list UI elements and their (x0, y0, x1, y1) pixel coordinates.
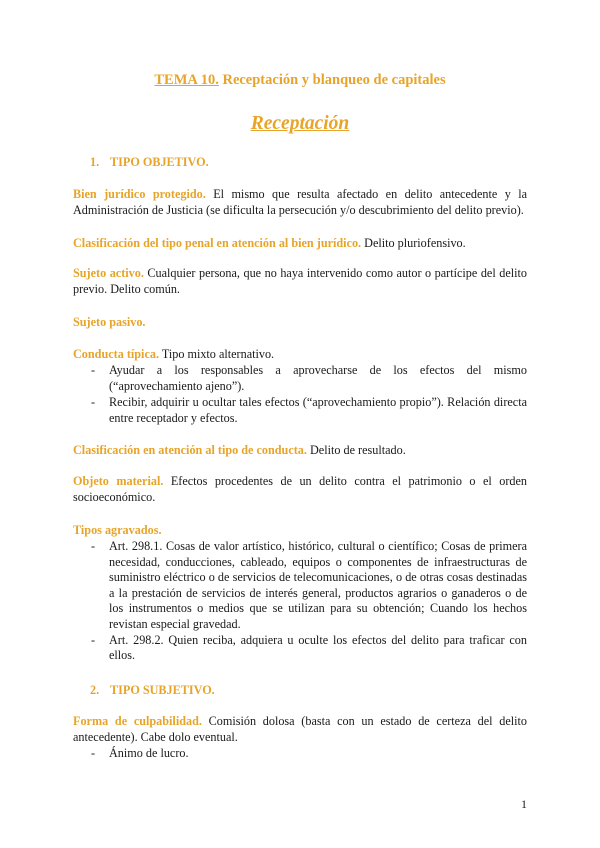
section-tipo-subjetivo (90, 683, 215, 699)
paragraph-text: El mismo que resulta afectado en delito antecedente y la Administración de Justicia (se dificulta la persecución y/o descubrimiento del delito previo). (73, 187, 527, 217)
paragraph-conducta-tipica (73, 347, 527, 363)
list-item: - Ayudar a los responsables a aprovecharse de los efectos del mismo (“aprovechamiento ajeno”). (91, 363, 527, 393)
section-heading: Receptación (250, 113, 350, 134)
paragraph-clasificacion-bien (73, 236, 527, 252)
section-tipo-objetivo (90, 155, 209, 171)
paragraph-tipos-agravados (73, 523, 527, 539)
title-text: Receptación y blanqueo de capitales (218, 72, 446, 88)
paragraph-label: Clasificación en atención al tipo de conducta. (73, 443, 307, 457)
section-number: 2. (90, 683, 100, 697)
paragraph-label: Conducta típica. (73, 347, 159, 361)
list-item: - Recibir, adquirir u ocultar tales efectos (“aprovechamiento propio”). Relación directa entre receptador y efectos. (91, 395, 527, 425)
paragraph-sujeto-pasivo (73, 315, 527, 331)
paragraph-text: Delito pluriofensivo. (361, 236, 466, 250)
page-number: 1 (521, 797, 527, 811)
list-agravados (91, 539, 527, 664)
paragraph-text: Delito de resultado. (306, 443, 406, 457)
paragraph-forma-culpabilidad (73, 714, 527, 745)
paragraph-text: Efectos procedentes de un delito contra el patrimonio o el orden socioeconómico. (73, 474, 527, 504)
paragraph-text: Comisión dolosa (basta con un estado de certeza del delito antecedente). Cabe dolo eventual. (73, 714, 527, 744)
list-item: - Ánimo de lucro. (91, 746, 189, 760)
section-label: TIPO OBJETIVO. (110, 155, 209, 169)
list-item: - Art. 298.1. Cosas de valor artístico, histórico, cultural o científico; Cosas de primera necesidad, conducciones, cableado, equipos o componentes de infraestructuras de suministro eléctrico o de servicios de telecomunicaciones, o de otras cosas destinadas a la prestación de servicios de interés general, productos agrarios o ganaderos o de los instrumentos o medios que se utilizan para su obtención; Cuando los hechos revistan especial gravedad. (91, 539, 527, 631)
document-title (0, 73, 600, 89)
section-label: TIPO SUBJETIVO. (110, 683, 215, 697)
title-number: TEMA 10. (154, 72, 219, 88)
paragraph-label: Objeto material. (73, 474, 164, 488)
paragraph-label: Tipos agravados. (73, 523, 162, 537)
list-item: - Art. 298.2. Quien reciba, adquiera u oculte los efectos del delito para traficar con ellos. (91, 632, 527, 663)
paragraph-label: Sujeto pasivo. (73, 315, 146, 329)
paragraph-label: Forma de culpabilidad. (73, 714, 202, 728)
paragraph-text: Tipo mixto alternativo. (159, 347, 275, 361)
paragraph-label: Clasificación del tipo penal en atención al bien jurídico. (73, 236, 362, 250)
list-culpabilidad (91, 746, 527, 762)
paragraph-sujeto-activo (73, 266, 527, 297)
paragraph-clasificacion-conducta (73, 443, 527, 459)
paragraph-label: Bien jurídico protegido. (73, 187, 206, 201)
section-number: 1. (90, 155, 100, 169)
paragraph-text: Cualquier persona, que no haya intervenido como autor o partícipe del delito previo. Delito común. (73, 266, 527, 296)
paragraph-label: Sujeto activo. (73, 266, 144, 280)
paragraph-objeto-material (73, 474, 527, 505)
list-conducta (91, 363, 527, 426)
paragraph-bien-juridico (73, 187, 527, 218)
